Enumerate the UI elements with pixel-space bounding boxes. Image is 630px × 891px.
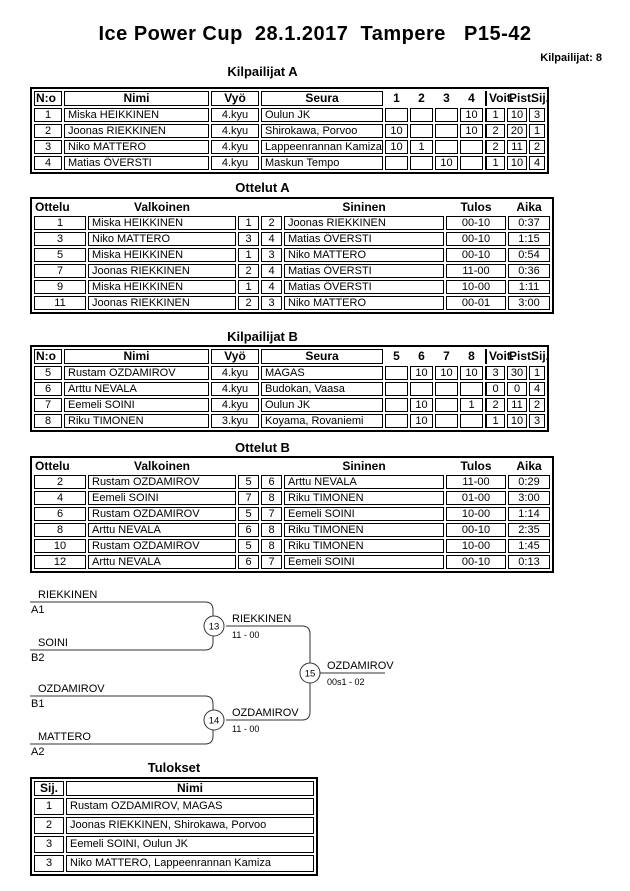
kilpailijat-a-header: [34, 91, 550, 106]
table-cell: 1: [34, 108, 62, 122]
table-cell: 6: [238, 555, 259, 569]
table-cell: 4: [529, 156, 545, 170]
table-cell: Niko MATTERO: [284, 248, 444, 262]
col-header-num2: [261, 201, 282, 214]
table-cell: Niko MATTERO: [88, 232, 236, 246]
table-cell: Maskun Tempo: [261, 156, 383, 170]
table-cell: 1: [485, 414, 505, 428]
table-cell: 7: [238, 491, 259, 505]
table-cell: 00-10: [446, 232, 506, 246]
kilpailijat-b-body: [34, 366, 545, 428]
table-cell: 10: [435, 366, 458, 380]
col-header-sij: Sij.: [531, 349, 550, 363]
kilpailijat-a-table: [30, 87, 549, 174]
table-cell: 10: [435, 156, 458, 170]
kilpailijat-b-header: [34, 349, 550, 364]
table-cell: 3: [529, 108, 545, 122]
table-cell: 8: [34, 523, 86, 537]
table-cell: 5: [238, 539, 259, 553]
table-cell: 01-00: [446, 491, 506, 505]
match-13-number: 13: [208, 621, 220, 633]
col-header-num1: [238, 201, 259, 214]
col-header-tulos: Tulos: [460, 459, 492, 473]
table-cell: 3: [485, 366, 505, 380]
table-cell: Matias ÖVERSTI: [284, 264, 444, 278]
table-cell: 10-00: [446, 539, 506, 553]
table-cell: Arttu NEVALA: [284, 475, 444, 489]
table-cell: 0: [485, 382, 505, 396]
table-cell: 10-00: [446, 507, 506, 521]
table-cell: 4: [261, 280, 282, 294]
table-cell: 8: [34, 414, 62, 428]
table-cell: 2: [529, 140, 545, 154]
table-cell: 0:13: [508, 555, 550, 569]
col-header-num2: [261, 460, 282, 473]
table-cell: Eemeli SOINI: [64, 398, 209, 412]
table-cell: Oulun JK: [261, 108, 383, 122]
table-row: [34, 507, 550, 521]
table-cell: 0: [507, 382, 527, 396]
table-cell: 12: [34, 555, 86, 569]
table-cell: 10: [460, 124, 483, 138]
table-cell: 1: [485, 108, 505, 122]
col-header-sij: Sij.: [531, 91, 550, 105]
tulokset-body: [34, 798, 314, 872]
match-15-number: 15: [304, 668, 316, 680]
table-cell: 1: [34, 216, 86, 230]
table-row: [34, 248, 550, 262]
table-cell: 00-10: [446, 555, 506, 569]
table-cell: Matias ÖVERSTI: [284, 232, 444, 246]
table-cell: 4: [34, 491, 86, 505]
table-row: [34, 140, 545, 154]
col-header-match-6: 6: [418, 349, 425, 363]
col-header-ottelu: Ottelu: [35, 459, 70, 473]
table-cell: [410, 156, 433, 170]
table-cell: Joonas RIEKKINEN: [88, 296, 236, 310]
table-cell: 00-10: [446, 248, 506, 262]
table-cell: 7: [261, 555, 282, 569]
col-header-num1: [238, 460, 259, 473]
col-header-valkoinen: Valkoinen: [133, 459, 191, 473]
table-row: [34, 817, 314, 834]
col-header-match-4: 4: [468, 91, 475, 105]
table-cell: [410, 382, 433, 396]
col-header-match-1: 1: [393, 91, 400, 105]
table-cell: Niko MATTERO: [64, 140, 209, 154]
table-row: [34, 156, 545, 170]
page-title: Ice Power Cup 28.1.2017 Tampere P15-42: [98, 23, 532, 45]
table-cell: Miska HEIKKINEN: [88, 280, 236, 294]
bracket-sf1-winner: RIEKKINEN: [232, 613, 292, 625]
table-cell: Riku TIMONEN: [284, 491, 444, 505]
table-cell: 2: [34, 817, 64, 834]
table-row: [34, 382, 545, 396]
col-header-nimi: Nimi: [64, 349, 209, 364]
table-cell: Eemeli SOINI: [284, 555, 444, 569]
table-cell: 4: [261, 232, 282, 246]
table-row: [34, 855, 314, 872]
table-cell: 1:45: [508, 539, 550, 553]
table-cell: 5: [238, 507, 259, 521]
section-title-ottelut-a: Ottelut A: [235, 180, 290, 195]
table-cell: 0:37: [508, 216, 550, 230]
table-cell: Koyama, Rovaniemi: [261, 414, 383, 428]
table-row: [34, 280, 550, 294]
table-cell: [385, 366, 408, 380]
table-cell: 10: [507, 414, 527, 428]
col-header-seura: Seura: [261, 91, 383, 106]
col-header-ottelu: Ottelu: [35, 200, 70, 214]
table-cell: 0:36: [508, 264, 550, 278]
table-cell: 1: [34, 798, 64, 815]
table-cell: Arttu NEVALA: [88, 555, 236, 569]
tulokset-table: [30, 777, 318, 876]
table-cell: 5: [34, 248, 86, 262]
bracket-sf1-bottom-name: SOINI: [38, 637, 68, 649]
table-cell: 3: [238, 232, 259, 246]
ottelut-b-table: [30, 456, 554, 573]
table-cell: Rustam OZDAMIROV: [88, 539, 236, 553]
table-cell: 1: [238, 280, 259, 294]
table-cell: 1: [529, 124, 545, 138]
table-cell: 2: [34, 124, 62, 138]
table-row: [34, 366, 545, 380]
table-cell: 3.kyu: [211, 414, 259, 428]
table-cell: 5: [238, 475, 259, 489]
table-cell: Matias ÖVERSTI: [284, 280, 444, 294]
table-cell: [435, 398, 458, 412]
table-cell: 1:11: [508, 280, 550, 294]
col-header-nimi: Nimi: [66, 781, 314, 796]
table-cell: Riku TIMONEN: [284, 523, 444, 537]
table-cell: 10: [410, 414, 433, 428]
table-cell: 2: [485, 124, 505, 138]
table-cell: [435, 124, 458, 138]
bracket-sf1-top-seed: A1: [31, 604, 45, 616]
table-cell: [435, 140, 458, 154]
kilpailijat-b-table: [30, 345, 549, 432]
table-cell: Miska HEIKKINEN: [64, 108, 209, 122]
table-cell: Miska HEIKKINEN: [88, 248, 236, 262]
table-cell: [460, 414, 483, 428]
table-cell: 10: [410, 366, 433, 380]
table-cell: 1:15: [508, 232, 550, 246]
col-header-sininen: Sininen: [342, 459, 386, 473]
table-cell: 7: [34, 398, 62, 412]
table-row: [34, 523, 550, 537]
table-cell: 10: [385, 140, 408, 154]
table-row: [34, 414, 545, 428]
table-cell: Arttu NEVALA: [88, 523, 236, 537]
table-cell: 3: [529, 414, 545, 428]
col-header-tulos: Tulos: [460, 200, 492, 214]
table-cell: 4.kyu: [211, 366, 259, 380]
col-header-match-8: 8: [468, 349, 475, 363]
table-row: [34, 798, 314, 815]
table-cell: Arttu NEVALA: [64, 382, 209, 396]
bracket-sf2-score: 11 - 00: [232, 724, 260, 734]
table-cell: 6: [261, 475, 282, 489]
table-cell: Eemeli SOINI: [284, 507, 444, 521]
finals-bracket: [0, 575, 420, 770]
table-cell: Budokan, Vaasa: [261, 382, 383, 396]
table-cell: 00-10: [446, 523, 506, 537]
table-cell: 8: [261, 491, 282, 505]
match-14-number: 14: [208, 715, 220, 727]
ottelut-a-table: [30, 197, 554, 314]
bracket-sf1-bottom-seed: B2: [31, 652, 45, 664]
table-cell: 2: [529, 398, 545, 412]
bracket-sf2-winner: OZDAMIROV: [232, 707, 299, 719]
table-cell: 1: [238, 248, 259, 262]
table-cell: Rustam OZDAMIROV, MAGAS: [66, 798, 314, 815]
col-header-pist: Pist.: [509, 349, 535, 363]
table-cell: [410, 108, 433, 122]
table-cell: [385, 108, 408, 122]
finals-bracket-line: [226, 626, 310, 720]
table-cell: 4.kyu: [211, 382, 259, 396]
table-cell: 0:54: [508, 248, 550, 262]
section-title-ottelut-b: Ottelut B: [235, 440, 290, 455]
table-cell: 2:35: [508, 523, 550, 537]
table-row: [34, 264, 550, 278]
section-title-kilpailijat-b: Kilpailijat B: [227, 329, 298, 344]
table-cell: 4: [34, 156, 62, 170]
ottelut-b-body: [34, 475, 550, 569]
table-cell: [385, 398, 408, 412]
table-cell: 2: [238, 264, 259, 278]
table-cell: 10-00: [446, 280, 506, 294]
table-row: [34, 108, 545, 122]
col-header-match-7: 7: [443, 349, 450, 363]
table-cell: Joonas RIEKKINEN: [64, 124, 209, 138]
bracket-sf2-top-seed: B1: [31, 698, 45, 710]
section-title-kilpailijat-a: Kilpailijat A: [227, 64, 298, 79]
col-header-seura: Seura: [261, 349, 383, 364]
table-cell: 00-10: [446, 216, 506, 230]
table-cell: 1: [529, 366, 545, 380]
table-cell: 11: [507, 398, 527, 412]
table-cell: 4.kyu: [211, 140, 259, 154]
col-header-sij: Sij.: [34, 781, 64, 796]
table-cell: 4.kyu: [211, 108, 259, 122]
table-cell: Eemeli SOINI: [88, 491, 236, 505]
table-cell: 1: [238, 216, 259, 230]
table-cell: 0:29: [508, 475, 550, 489]
bracket-sf1-score: 11 - 00: [232, 630, 260, 640]
table-cell: 10: [460, 108, 483, 122]
bracket-final-score: 00s1 - 02: [327, 677, 365, 687]
table-cell: 4: [261, 264, 282, 278]
table-cell: 10: [507, 156, 527, 170]
ottelut-b-header: [34, 460, 550, 473]
table-cell: 11: [507, 140, 527, 154]
table-cell: 4.kyu: [211, 398, 259, 412]
table-cell: 4: [529, 382, 545, 396]
col-header-aika: Aika: [516, 200, 542, 214]
col-header-vyo: Vyö: [211, 349, 259, 364]
table-cell: Niko MATTERO: [284, 296, 444, 310]
table-cell: 5: [34, 366, 62, 380]
col-header-match-2: 2: [418, 91, 425, 105]
table-row: [34, 491, 550, 505]
table-cell: 1:14: [508, 507, 550, 521]
table-cell: 10: [410, 398, 433, 412]
col-header-nimi: Nimi: [64, 91, 209, 106]
table-cell: [410, 124, 433, 138]
col-header-match-3: 3: [443, 91, 450, 105]
table-cell: Joonas RIEKKINEN, Shirokawa, Porvoo: [66, 817, 314, 834]
table-cell: 2: [238, 296, 259, 310]
table-cell: Matias ÖVERSTI: [64, 156, 209, 170]
table-cell: Rustam OZDAMIROV: [64, 366, 209, 380]
table-cell: 2: [485, 398, 505, 412]
kilpailijat-a-body: [34, 108, 545, 170]
table-cell: 2: [261, 216, 282, 230]
table-cell: 3: [34, 232, 86, 246]
col-header-voit: Voit.: [485, 91, 505, 106]
table-row: [34, 555, 550, 569]
table-cell: 6: [34, 507, 86, 521]
table-cell: 7: [261, 507, 282, 521]
table-row: [34, 836, 314, 853]
table-cell: [385, 156, 408, 170]
table-cell: Joonas RIEKKINEN: [284, 216, 444, 230]
table-row: [34, 296, 550, 310]
table-cell: 7: [34, 264, 86, 278]
table-cell: 3: [34, 836, 64, 853]
table-cell: Riku TIMONEN: [284, 539, 444, 553]
section-title-tulokset: Tulokset: [147, 760, 201, 775]
table-cell: 1: [460, 398, 483, 412]
table-cell: Lappeenrannan Kamiza: [261, 140, 383, 154]
table-row: [34, 475, 550, 489]
col-header-voit: Voit.: [485, 349, 505, 364]
table-row: [34, 216, 550, 230]
table-cell: 11-00: [446, 475, 506, 489]
table-cell: 1: [485, 156, 505, 170]
col-header-pist: Pist.: [509, 91, 535, 105]
bracket-sf2-bottom-name: MATTERO: [38, 731, 91, 743]
table-cell: 20: [507, 124, 527, 138]
table-cell: Riku TIMONEN: [64, 414, 209, 428]
table-cell: 8: [261, 523, 282, 537]
tulokset-header: [34, 781, 314, 796]
col-header-valkoinen: Valkoinen: [133, 200, 191, 214]
table-cell: 11-00: [446, 264, 506, 278]
table-cell: MAGAS: [261, 366, 383, 380]
col-header-match-5: 5: [393, 349, 400, 363]
table-cell: 3: [261, 248, 282, 262]
table-row: [34, 398, 545, 412]
ottelut-a-body: [34, 216, 550, 310]
bracket-sf2-top-name: OZDAMIROV: [38, 683, 105, 695]
table-cell: Rustam OZDAMIROV: [88, 475, 236, 489]
table-cell: 3:00: [508, 491, 550, 505]
table-cell: 11: [34, 296, 86, 310]
bracket-sf2-bottom-seed: A2: [31, 746, 45, 758]
table-cell: 4.kyu: [211, 156, 259, 170]
table-cell: [460, 140, 483, 154]
table-cell: [385, 382, 408, 396]
table-cell: 6: [238, 523, 259, 537]
table-cell: Eemeli SOINI, Oulun JK: [66, 836, 314, 853]
table-cell: [435, 382, 458, 396]
table-cell: Niko MATTERO, Lappeenrannan Kamiza: [66, 855, 314, 872]
table-cell: 9: [34, 280, 86, 294]
table-cell: 2: [485, 140, 505, 154]
table-cell: [460, 156, 483, 170]
table-cell: 10: [460, 366, 483, 380]
table-cell: Shirokawa, Porvoo: [261, 124, 383, 138]
table-cell: 8: [261, 539, 282, 553]
table-cell: 2: [34, 475, 86, 489]
table-cell: Miska HEIKKINEN: [88, 216, 236, 230]
table-row: [34, 124, 545, 138]
table-cell: 30: [507, 366, 527, 380]
table-cell: [385, 414, 408, 428]
table-row: [34, 232, 550, 246]
bracket-sf1-top-name: RIEKKINEN: [38, 589, 98, 601]
col-header-sininen: Sininen: [342, 200, 386, 214]
table-cell: [435, 108, 458, 122]
table-cell: 3: [261, 296, 282, 310]
col-header-aika: Aika: [516, 459, 542, 473]
ottelut-a-header: [34, 201, 550, 214]
table-cell: [435, 414, 458, 428]
col-header-no: N:o: [34, 349, 62, 364]
bracket-final-winner: OZDAMIROV: [327, 660, 394, 672]
table-cell: 3:00: [508, 296, 550, 310]
table-cell: Joonas RIEKKINEN: [88, 264, 236, 278]
table-cell: 3: [34, 855, 64, 872]
table-cell: 00-01: [446, 296, 506, 310]
table-cell: [460, 382, 483, 396]
table-cell: Oulun JK: [261, 398, 383, 412]
table-cell: 10: [507, 108, 527, 122]
table-cell: 3: [34, 140, 62, 154]
table-cell: 10: [34, 539, 86, 553]
col-header-vyo: Vyö: [211, 91, 259, 106]
participants-count: Kilpailijat: 8: [540, 52, 602, 64]
table-cell: Rustam OZDAMIROV: [88, 507, 236, 521]
col-header-no: N:o: [34, 91, 62, 106]
table-cell: 6: [34, 382, 62, 396]
table-row: [34, 539, 550, 553]
table-cell: 10: [385, 124, 408, 138]
table-cell: 1: [410, 140, 433, 154]
table-cell: 4.kyu: [211, 124, 259, 138]
